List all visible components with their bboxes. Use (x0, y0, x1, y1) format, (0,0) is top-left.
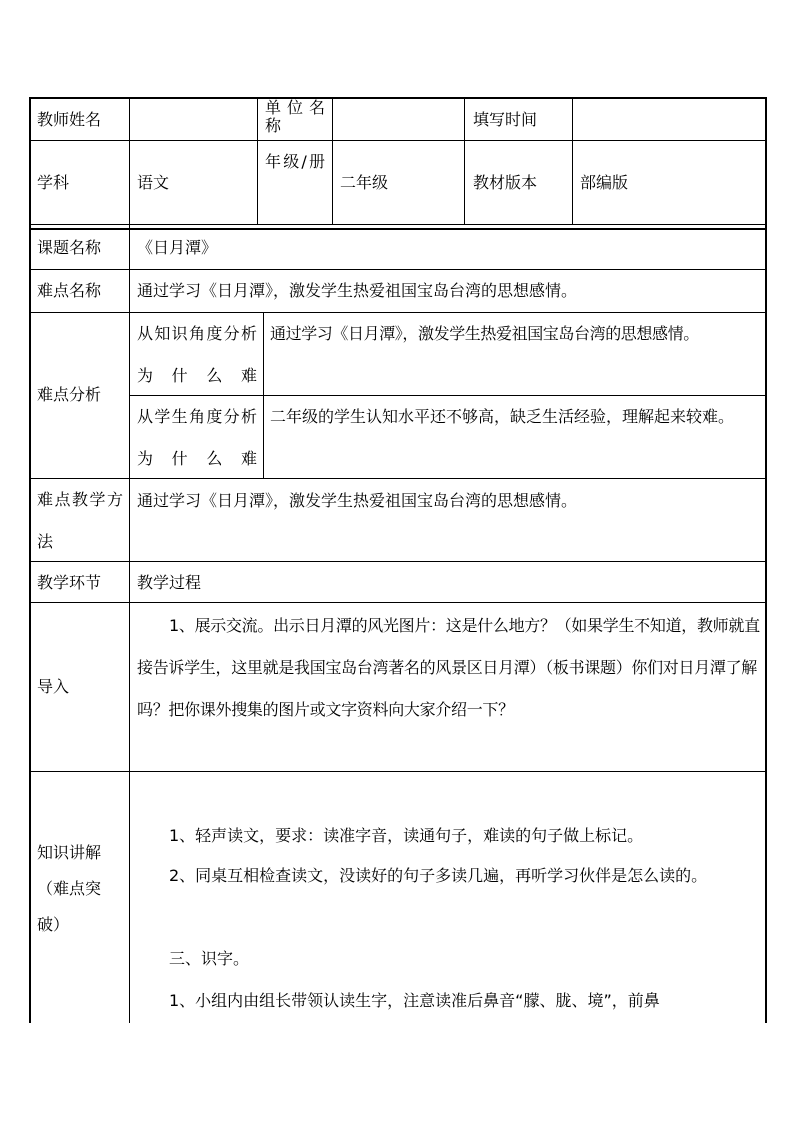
table-left-border (29, 97, 31, 1023)
method-value: 通过学习《日月潭》，激发学生热爱祖国宝岛台湾的思想感情。 (137, 491, 578, 510)
grade-label: 年级/册 (265, 152, 325, 171)
col-divider (257, 97, 258, 224)
textbook-label: 教材版本 (473, 173, 538, 192)
col-divider (129, 97, 130, 1023)
row-divider (30, 602, 766, 603)
fill-time-label: 填写时间 (473, 110, 538, 129)
row-divider (30, 771, 766, 772)
row-divider (30, 224, 766, 225)
process-value-label: 教学过程 (137, 573, 202, 592)
knowledge-para-4: 1、小组内由组长带领认读生字，注意读准后鼻音“朦、胧、境”，前鼻 (169, 991, 660, 1010)
teacher-name-label: 教师姓名 (37, 110, 102, 129)
row-divider (30, 140, 766, 141)
knowledge-angle-value: 通过学习《日月潭》，激发学生热爱祖国宝岛台湾的思想感情。 (270, 324, 699, 343)
method-label: 难点教学方法 (37, 490, 123, 551)
row-divider (30, 228, 766, 230)
textbook-value: 部编版 (580, 173, 629, 192)
col-divider (332, 97, 333, 224)
unit-name-label: 单位名称 (265, 98, 325, 135)
table-right-border (765, 97, 767, 1023)
difficulty-label: 难点名称 (37, 281, 102, 300)
knowledge-angle-label: 从知识角度分析为什么难 (137, 324, 257, 385)
knowledge-para-2: 2、同桌互相检查读文，没读好的句子多读几遍，再听学习伙伴是怎么读的。 (169, 866, 708, 885)
knowledge-para-1: 1、轻声读文，要求：读准字音，读通句子，难读的句子做上标记。 (169, 826, 644, 845)
knowledge-para-3: 三、识字。 (169, 949, 250, 968)
col-divider (464, 97, 465, 224)
student-angle-value: 二年级的学生认知水平还不够高，缺乏生活经验，理解起来较难。 (270, 407, 735, 426)
subject-label: 学科 (37, 173, 70, 192)
difficulty-value: 通过学习《日月潭》，激发学生热爱祖国宝岛台湾的思想感情。 (137, 281, 578, 300)
student-angle-label: 从学生角度分析为什么难 (137, 407, 257, 468)
subject-value: 语文 (137, 173, 170, 192)
col-divider-analysis (263, 312, 264, 478)
col-divider (572, 97, 573, 224)
intro-text: 1、展示交流。出示日月潭的风光图片：这是什么地方？（如果学生不知道，教师就直接告诉学生，这里就是我国宝岛台湾著名的风景区日月潭）（板书课题）你们对日月潭了解吗？把你课外搜集的图片或文字资料向大家介绍一下？ (137, 616, 760, 719)
analysis-label: 难点分析 (37, 385, 102, 404)
row-divider (30, 561, 766, 562)
intro-label: 导入 (37, 677, 70, 696)
row-divider (30, 269, 766, 270)
grade-value: 二年级 (340, 173, 389, 192)
topic-label: 课题名称 (37, 238, 102, 257)
knowledge-label: 知识讲解（难点突破） (37, 843, 102, 934)
process-stage-label: 教学环节 (37, 573, 102, 592)
topic-value: 《日月潭》 (137, 238, 218, 257)
table-top-border (30, 97, 766, 99)
